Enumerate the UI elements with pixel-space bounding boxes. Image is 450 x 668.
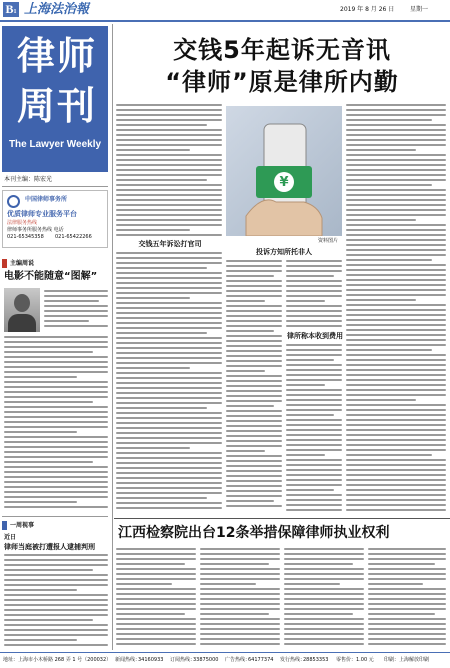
page-number: B	[5, 2, 14, 16]
bottom-headline: 江西检察院出台12条举措保障律师执业权利	[118, 525, 390, 541]
sidebar-title-block	[2, 26, 108, 172]
column-body-wrap	[44, 290, 108, 332]
sidebar-english-title: The Lawyer Weekly	[8, 139, 102, 150]
column-label-text: 主编周说	[10, 260, 35, 267]
brief-item-title: 律师当庭被打遭报人逮捕判刑	[4, 543, 95, 551]
paper-name: 上海法治報	[24, 2, 90, 17]
column-body	[4, 336, 108, 514]
photo-caption: 资料图片	[318, 238, 339, 244]
story-col-2a	[226, 260, 282, 514]
footer-editorial-label: 新闻热线：	[115, 657, 141, 663]
story-photo	[226, 106, 342, 236]
footer-address: 地址：上海市小木桥路 268 弄 1 号（200032）	[3, 657, 112, 663]
footer-office-label: 订阅热线：	[170, 657, 196, 663]
issue-weekday: 星期一	[410, 6, 429, 13]
page-number-sub: 1	[13, 9, 17, 15]
bottom-col-3	[284, 548, 364, 648]
column-marker-icon	[2, 259, 7, 268]
sidebar-title-line2: 周刊	[16, 84, 97, 128]
footer-ad-label: 广告热线：	[225, 657, 251, 663]
sidebar-title-line1: 律师	[16, 34, 97, 78]
sidebar-editor: 本刊主编：陈宏光	[4, 176, 53, 183]
footer-office: 33875000	[193, 657, 219, 663]
main-headline-line2: “律师”原是律所内勤	[165, 68, 399, 96]
story-col-1b	[116, 252, 222, 514]
brief-item-lead: 近日	[4, 534, 17, 541]
subhead-1: 交钱五年诉讼打官司	[138, 240, 202, 248]
masthead	[0, 0, 450, 20]
svg-text:¥: ¥	[279, 175, 289, 190]
story-col-3	[346, 104, 446, 514]
ad-line2: 021-65345358	[7, 234, 44, 240]
bottom-col-1	[116, 548, 196, 648]
masthead-rule	[0, 20, 450, 22]
footer-dist: 28853353	[303, 657, 329, 663]
brief-body	[4, 554, 108, 650]
columnist-photo	[4, 288, 40, 332]
column-label	[2, 258, 108, 269]
story-col-1	[116, 104, 222, 240]
story-col-2c	[286, 344, 342, 514]
sidebar-ad	[2, 190, 108, 248]
brief-marker-icon	[2, 521, 7, 530]
ad-line3: 021-65422266	[55, 234, 92, 240]
page-number-badge	[3, 2, 19, 17]
ad-org: 中国律师事务所	[25, 196, 68, 203]
ad-hotline-label: 法律服务热线	[7, 220, 38, 226]
ad-slogan: 优质律师专业服务平台	[7, 210, 77, 218]
ad-line1: 律师事务所服务热线 电话	[7, 227, 64, 233]
subhead-3: 律所称本收到费用	[287, 332, 343, 340]
main-headline-line1: 交钱5年起诉无音讯	[173, 36, 391, 64]
footer-editorial: 34160933	[138, 657, 164, 663]
brief-label-text: 一周视事	[10, 522, 35, 529]
bottom-col-2	[200, 548, 280, 648]
footer-printer: 印刷：上海解放印刷	[384, 657, 430, 663]
story-col-2b	[286, 260, 342, 330]
footer-dist-label: 发行热线：	[280, 657, 306, 663]
bottom-col-4	[368, 548, 446, 648]
column-title: 电影不能随意“图解”	[4, 271, 98, 282]
footer-price: 零售价：1.00 元	[336, 657, 374, 663]
footer	[0, 655, 450, 667]
issue-date: 2019 年 8 月 26 日	[340, 6, 395, 13]
subhead-2: 投诉方知所托非人	[256, 248, 312, 256]
law-firm-logo-icon	[7, 195, 20, 208]
footer-ad: 64177374	[248, 657, 274, 663]
cash-hand-illustration	[226, 106, 342, 236]
brief-label	[2, 520, 108, 531]
